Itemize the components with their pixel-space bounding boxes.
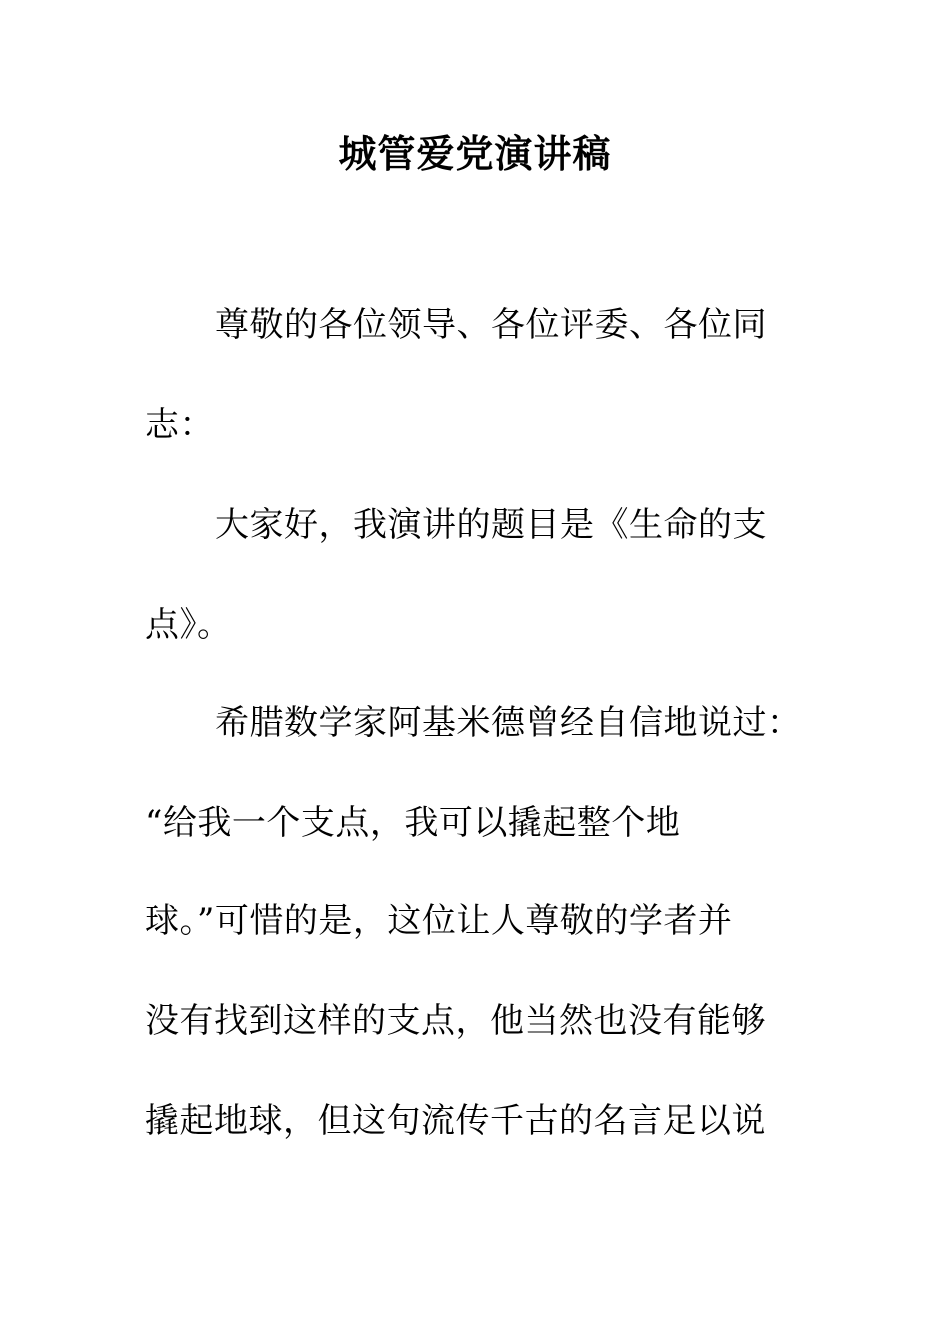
- paragraph-line-5: 希腊数学家阿基米德曾经自信地说过：: [215, 703, 802, 743]
- paragraph-line-4: 点》。: [145, 605, 232, 645]
- paragraph-line-8: 没有找到这样的支点，他当然也没有能够: [145, 1001, 766, 1041]
- paragraph-line-3: 大家好，我演讲的题目是《生命的支: [215, 505, 767, 545]
- paragraph-line-7: 球。”可惜的是，这位让人尊敬的学者并: [145, 901, 733, 941]
- page-title: 城管爱党演讲稿: [338, 131, 612, 176]
- paragraph-line-2: 志：: [145, 405, 214, 445]
- paragraph-line-9: 撬起地球，但这句流传千古的名言足以说: [145, 1101, 766, 1141]
- paragraph-line-6: “给我一个支点，我可以撬起整个地: [145, 803, 681, 843]
- paragraph-line-1: 尊敬的各位领导、各位评委、各位同: [215, 305, 767, 345]
